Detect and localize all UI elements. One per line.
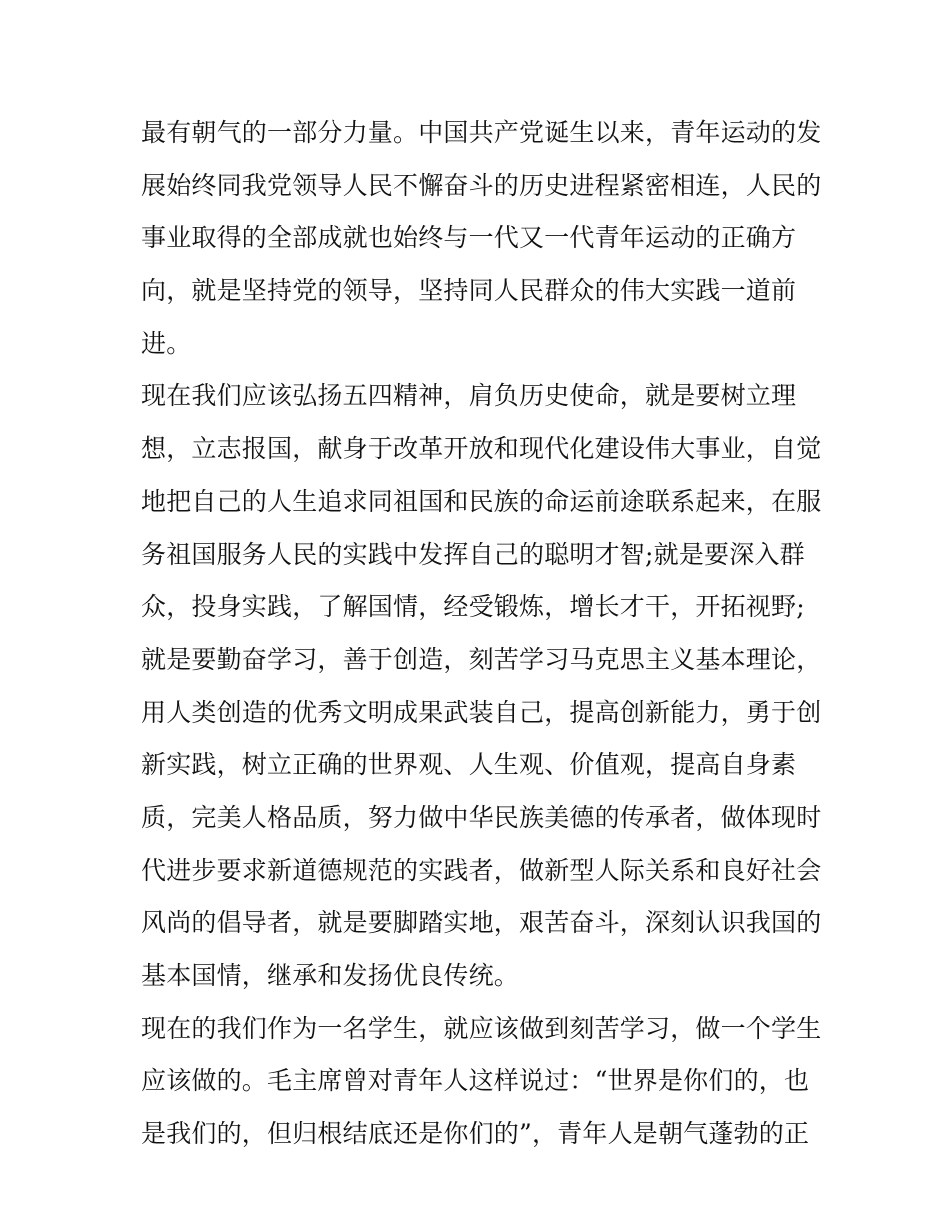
text-line: 向，就是坚持党的领导，坚持同人民群众的伟大实践一道前 — [141, 276, 797, 306]
text-line: 务祖国服务人民的实践中发挥自己的聪明才智;就是要深入群 — [141, 539, 805, 569]
text-line: 风尚的倡导者，就是要脚踏实地，艰苦奋斗，深刻认识我国的 — [141, 908, 822, 938]
text-line: 代进步要求新道德规范的实践者，做新型人际关系和良好社会 — [141, 855, 822, 885]
text-line: 新实践，树立正确的世界观、人生观、价值观，提高自身素 — [141, 750, 797, 780]
text-line: 事业取得的全部成就也始终与一代又一代青年运动的正确方 — [141, 223, 797, 253]
text-line: 基本国情，继承和发扬优良传统。 — [141, 961, 520, 990]
text-line: 想，立志报国，献身于改革开放和现代化建设伟大事业，自觉 — [141, 434, 822, 464]
text-line: 现在的我们作为一名学生，就应该做到刻苦学习，做一个学生 — [141, 1013, 822, 1043]
text-line: 就是要勤奋学习，善于创造，刻苦学习马克思主义基本理论， — [141, 644, 822, 674]
text-line: 现在我们应该弘扬五四精神，肩负历史使命，就是要树立理 — [141, 381, 797, 411]
text-line: 用人类创造的优秀文明成果武装自己，提高创新能力，勇于创 — [141, 697, 822, 727]
text-line: 地把自己的人生追求同祖国和民族的命运前途联系起来，在服 — [141, 486, 822, 516]
text-line: 众，投身实践，了解国情，经受锻炼，增长才干，开拓视野; — [141, 592, 805, 622]
text-line: 应该做的。毛主席曾对青年人这样说过：“世界是你们的，也 — [141, 1066, 810, 1096]
text-line: 是我们的，但归根结底还是你们的”，青年人是朝气蓬勃的正 — [141, 1119, 810, 1149]
text-line: 进。 — [141, 328, 192, 358]
text-line: 质，完美人格品质，努力做中华民族美德的传承者，做体现时 — [141, 802, 822, 832]
text-line: 展始终同我党领导人民不懈奋斗的历史进程紧密相连，人民的 — [141, 170, 822, 200]
body-text — [141, 107, 821, 1161]
text-line: 最有朝气的一部分力量。中国共产党诞生以来，青年运动的发 — [141, 118, 822, 147]
